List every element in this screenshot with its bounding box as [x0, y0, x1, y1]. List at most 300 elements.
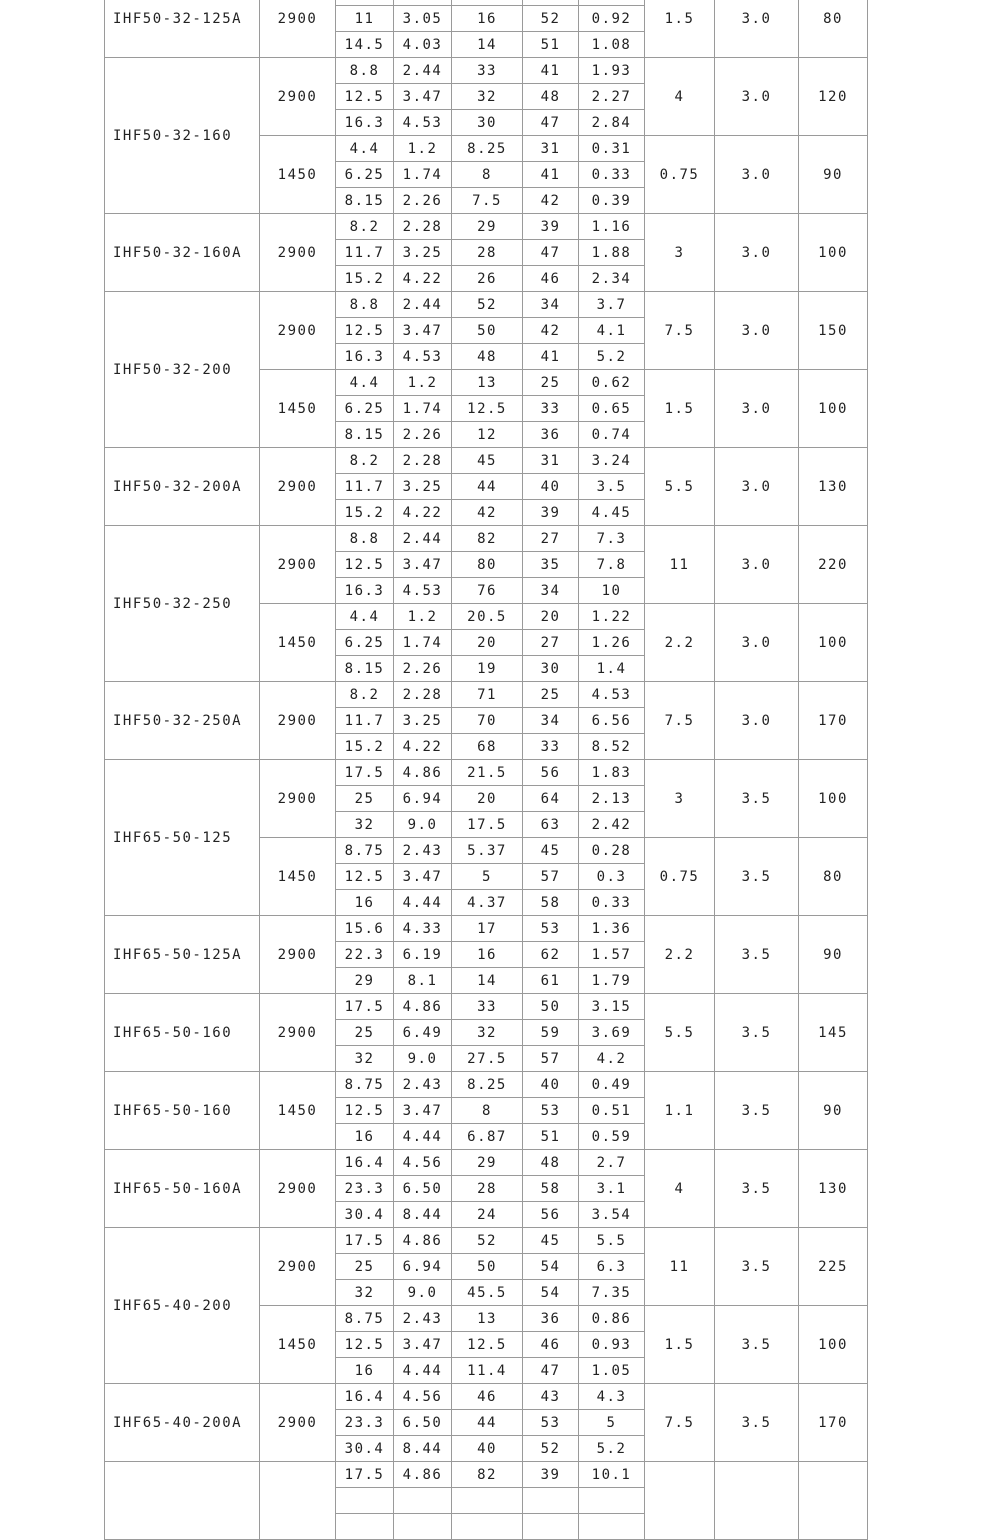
head-cell: 8.25	[452, 1072, 523, 1098]
shaft-power-cell: 4.1	[579, 318, 645, 344]
npsh-cell: 3.5	[715, 994, 799, 1072]
efficiency-cell	[523, 1488, 579, 1514]
npsh-cell: 3.0	[715, 0, 799, 58]
flow-m3h-cell: 8.15	[336, 656, 394, 682]
head-cell: 5.37	[452, 838, 523, 864]
flow-m3h-cell: 16.4	[336, 1150, 394, 1176]
efficiency-cell	[523, 1514, 579, 1540]
flow-ls-cell: 4.44	[394, 1124, 452, 1150]
shaft-power-cell: 4.2	[579, 1046, 645, 1072]
flow-m3h-cell: 4.4	[336, 604, 394, 630]
flow-ls-cell: 6.49	[394, 1020, 452, 1046]
flow-ls-cell: 1.74	[394, 630, 452, 656]
efficiency-cell: 43	[523, 1384, 579, 1410]
flow-m3h-cell: 8.8	[336, 526, 394, 552]
model-cell: IHF65-40-200	[105, 1228, 260, 1384]
head-cell: 50	[452, 1254, 523, 1280]
speed-cell: 2900	[260, 682, 336, 760]
efficiency-cell: 53	[523, 916, 579, 942]
npsh-cell: 3.0	[715, 526, 799, 604]
motor-power-cell: 1.1	[645, 1072, 715, 1150]
head-cell: 82	[452, 1462, 523, 1488]
efficiency-cell: 51	[523, 32, 579, 58]
head-cell: 42	[452, 500, 523, 526]
npsh-cell: 3.5	[715, 1072, 799, 1150]
table-row	[105, 292, 868, 318]
flow-m3h-cell: 16.4	[336, 1384, 394, 1410]
efficiency-cell: 36	[523, 422, 579, 448]
head-cell: 7.5	[452, 188, 523, 214]
flow-m3h-cell: 16	[336, 1358, 394, 1384]
flow-ls-cell: 4.22	[394, 500, 452, 526]
flow-ls-cell: 4.86	[394, 1228, 452, 1254]
efficiency-cell: 47	[523, 240, 579, 266]
flow-m3h-cell: 32	[336, 1280, 394, 1306]
speed-cell: 2900	[260, 526, 336, 604]
head-cell: 8.25	[452, 136, 523, 162]
flow-ls-cell: 8.1	[394, 968, 452, 994]
model-cell: IHF65-50-160	[105, 1072, 260, 1150]
flow-m3h-cell	[336, 1514, 394, 1540]
head-cell: 76	[452, 578, 523, 604]
speed-cell: 2900	[260, 448, 336, 526]
efficiency-cell: 39	[523, 214, 579, 240]
speed-cell: 2900	[260, 214, 336, 292]
table-row	[105, 994, 868, 1020]
table-row	[105, 682, 868, 708]
weight-cell: 100	[799, 370, 868, 448]
shaft-power-cell: 3.54	[579, 1202, 645, 1228]
head-cell: 17	[452, 916, 523, 942]
efficiency-cell: 59	[523, 1020, 579, 1046]
weight-cell: 225	[799, 1228, 868, 1306]
flow-ls-cell: 6.50	[394, 1410, 452, 1436]
head-cell: 28	[452, 240, 523, 266]
head-cell: 33	[452, 994, 523, 1020]
npsh-cell: 3.0	[715, 682, 799, 760]
flow-ls-cell: 3.47	[394, 1332, 452, 1358]
speed-cell: 1450	[260, 838, 336, 916]
shaft-power-cell: 0.28	[579, 838, 645, 864]
npsh-cell: 3.0	[715, 604, 799, 682]
model-cell: IHF65-40-200A	[105, 1384, 260, 1462]
flow-m3h-cell: 22.3	[336, 942, 394, 968]
efficiency-cell: 41	[523, 162, 579, 188]
head-cell: 16	[452, 6, 523, 32]
shaft-power-cell: 3.24	[579, 448, 645, 474]
model-cell: IHF50-32-250A	[105, 682, 260, 760]
efficiency-cell: 46	[523, 1332, 579, 1358]
head-cell: 68	[452, 734, 523, 760]
head-cell: 52	[452, 1228, 523, 1254]
weight-cell: 170	[799, 1384, 868, 1462]
head-cell: 14	[452, 968, 523, 994]
flow-m3h-cell: 8.15	[336, 422, 394, 448]
weight-cell: 90	[799, 916, 868, 994]
head-cell: 28	[452, 1176, 523, 1202]
shaft-power-cell: 1.4	[579, 656, 645, 682]
motor-power-cell	[645, 1462, 715, 1540]
motor-power-cell: 3	[645, 760, 715, 838]
flow-m3h-cell: 12.5	[336, 1332, 394, 1358]
shaft-power-cell: 8.52	[579, 734, 645, 760]
head-cell: 4.37	[452, 890, 523, 916]
shaft-power-cell: 1.26	[579, 630, 645, 656]
shaft-power-cell: 3.7	[579, 292, 645, 318]
efficiency-cell: 61	[523, 968, 579, 994]
efficiency-cell: 58	[523, 1176, 579, 1202]
motor-power-cell: 2.2	[645, 916, 715, 994]
head-cell: 71	[452, 682, 523, 708]
flow-ls-cell: 8.44	[394, 1202, 452, 1228]
motor-power-cell: 4	[645, 1150, 715, 1228]
flow-m3h-cell: 25	[336, 1020, 394, 1046]
efficiency-cell: 45	[523, 838, 579, 864]
flow-ls-cell: 9.0	[394, 1280, 452, 1306]
head-cell: 8	[452, 162, 523, 188]
flow-m3h-cell: 8.75	[336, 838, 394, 864]
flow-ls-cell: 6.94	[394, 1254, 452, 1280]
motor-power-cell: 1.5	[645, 370, 715, 448]
flow-ls-cell: 8.44	[394, 1436, 452, 1462]
shaft-power-cell: 6.56	[579, 708, 645, 734]
npsh-cell: 3.5	[715, 760, 799, 838]
speed-cell: 2900	[260, 1384, 336, 1462]
weight-cell: 150	[799, 292, 868, 370]
efficiency-cell: 63	[523, 812, 579, 838]
flow-ls-cell: 2.44	[394, 58, 452, 84]
flow-m3h-cell: 15.2	[336, 500, 394, 526]
npsh-cell	[715, 1462, 799, 1540]
efficiency-cell: 40	[523, 474, 579, 500]
flow-m3h-cell: 23.3	[336, 1410, 394, 1436]
flow-m3h-cell: 17.5	[336, 994, 394, 1020]
flow-ls-cell: 2.44	[394, 526, 452, 552]
flow-m3h-cell: 16.3	[336, 110, 394, 136]
speed-cell: 2900	[260, 760, 336, 838]
model-cell: IHF65-50-160A	[105, 1150, 260, 1228]
head-cell: 17.5	[452, 812, 523, 838]
head-cell: 45.5	[452, 1280, 523, 1306]
motor-power-cell: 5.5	[645, 994, 715, 1072]
head-cell: 11.4	[452, 1358, 523, 1384]
efficiency-cell: 25	[523, 370, 579, 396]
npsh-cell: 3.5	[715, 1150, 799, 1228]
efficiency-cell: 41	[523, 58, 579, 84]
flow-ls-cell: 2.26	[394, 422, 452, 448]
flow-ls-cell: 6.94	[394, 786, 452, 812]
flow-ls-cell: 4.44	[394, 890, 452, 916]
speed-cell: 2900	[260, 1150, 336, 1228]
flow-m3h-cell: 6.25	[336, 162, 394, 188]
motor-power-cell: 2.2	[645, 604, 715, 682]
pump-spec-table	[104, 0, 868, 1540]
flow-m3h-cell: 12.5	[336, 1098, 394, 1124]
head-cell: 5	[452, 864, 523, 890]
speed-cell: 1450	[260, 604, 336, 682]
flow-ls-cell: 4.56	[394, 1150, 452, 1176]
npsh-cell: 3.5	[715, 838, 799, 916]
model-cell	[105, 1462, 260, 1540]
efficiency-cell: 50	[523, 994, 579, 1020]
shaft-power-cell: 1.36	[579, 916, 645, 942]
model-cell: IHF50-32-200	[105, 292, 260, 448]
speed-cell: 2900	[260, 0, 336, 58]
head-cell: 29	[452, 1150, 523, 1176]
efficiency-cell: 40	[523, 1072, 579, 1098]
flow-m3h-cell: 12.5	[336, 84, 394, 110]
flow-ls-cell: 3.25	[394, 240, 452, 266]
npsh-cell: 3.0	[715, 370, 799, 448]
flow-ls-cell: 3.47	[394, 552, 452, 578]
flow-ls-cell: 1.2	[394, 370, 452, 396]
flow-ls-cell: 4.44	[394, 1358, 452, 1384]
head-cell: 21.5	[452, 760, 523, 786]
flow-m3h-cell: 15.2	[336, 734, 394, 760]
shaft-power-cell: 5	[579, 1410, 645, 1436]
shaft-power-cell: 0.62	[579, 370, 645, 396]
table-row	[105, 1072, 868, 1098]
shaft-power-cell: 4.3	[579, 1384, 645, 1410]
shaft-power-cell: 0.39	[579, 188, 645, 214]
efficiency-cell: 54	[523, 1280, 579, 1306]
flow-ls-cell: 4.86	[394, 760, 452, 786]
shaft-power-cell: 0.31	[579, 136, 645, 162]
speed-cell: 1450	[260, 136, 336, 214]
flow-m3h-cell: 8.2	[336, 682, 394, 708]
table-row	[105, 916, 868, 942]
model-cell: IHF50-32-250	[105, 526, 260, 682]
weight-cell: 100	[799, 604, 868, 682]
shaft-power-cell: 0.86	[579, 1306, 645, 1332]
flow-m3h-cell: 16.3	[336, 578, 394, 604]
motor-power-cell: 11	[645, 526, 715, 604]
table-row	[105, 214, 868, 240]
weight-cell: 100	[799, 1306, 868, 1384]
head-cell: 19	[452, 656, 523, 682]
shaft-power-cell: 2.34	[579, 266, 645, 292]
shaft-power-cell: 1.83	[579, 760, 645, 786]
flow-ls-cell: 2.28	[394, 448, 452, 474]
flow-m3h-cell: 11.7	[336, 474, 394, 500]
flow-ls-cell: 4.86	[394, 994, 452, 1020]
flow-m3h-cell: 17.5	[336, 1228, 394, 1254]
npsh-cell: 3.0	[715, 448, 799, 526]
flow-ls-cell: 3.47	[394, 318, 452, 344]
shaft-power-cell: 4.45	[579, 500, 645, 526]
efficiency-cell: 42	[523, 318, 579, 344]
npsh-cell: 3.0	[715, 58, 799, 136]
flow-ls-cell: 4.53	[394, 110, 452, 136]
shaft-power-cell: 1.16	[579, 214, 645, 240]
model-cell: IHF50-32-160A	[105, 214, 260, 292]
motor-power-cell: 1.5	[645, 1306, 715, 1384]
flow-m3h-cell: 30.4	[336, 1202, 394, 1228]
flow-ls-cell: 4.03	[394, 32, 452, 58]
speed-cell: 1450	[260, 1306, 336, 1384]
flow-m3h-cell: 6.25	[336, 630, 394, 656]
head-cell: 80	[452, 552, 523, 578]
head-cell: 48	[452, 344, 523, 370]
efficiency-cell: 20	[523, 604, 579, 630]
flow-m3h-cell: 8.2	[336, 214, 394, 240]
efficiency-cell: 30	[523, 656, 579, 682]
motor-power-cell: 5.5	[645, 448, 715, 526]
efficiency-cell: 33	[523, 396, 579, 422]
shaft-power-cell: 5.5	[579, 1228, 645, 1254]
head-cell: 33	[452, 58, 523, 84]
shaft-power-cell: 10.1	[579, 1462, 645, 1488]
speed-cell: 2900	[260, 58, 336, 136]
flow-m3h-cell: 16	[336, 890, 394, 916]
efficiency-cell: 52	[523, 6, 579, 32]
flow-m3h-cell: 32	[336, 812, 394, 838]
head-cell: 13	[452, 1306, 523, 1332]
flow-ls-cell: 6.19	[394, 942, 452, 968]
model-cell: IHF50-32-160	[105, 58, 260, 214]
motor-power-cell: 1.5	[645, 0, 715, 58]
motor-power-cell: 0.75	[645, 136, 715, 214]
efficiency-cell: 25	[523, 682, 579, 708]
efficiency-cell: 58	[523, 890, 579, 916]
efficiency-cell: 56	[523, 1202, 579, 1228]
head-cell	[452, 1514, 523, 1540]
shaft-power-cell: 10	[579, 578, 645, 604]
table-body	[105, 0, 868, 1540]
shaft-power-cell: 5.2	[579, 1436, 645, 1462]
flow-m3h-cell: 6.25	[336, 396, 394, 422]
flow-ls-cell: 2.26	[394, 656, 452, 682]
speed-cell: 2900	[260, 916, 336, 994]
head-cell: 6.87	[452, 1124, 523, 1150]
shaft-power-cell: 2.42	[579, 812, 645, 838]
model-cell: IHF65-50-125A	[105, 916, 260, 994]
efficiency-cell: 48	[523, 1150, 579, 1176]
npsh-cell: 3.5	[715, 916, 799, 994]
flow-m3h-cell: 17.5	[336, 1462, 394, 1488]
flow-m3h-cell: 8.75	[336, 1306, 394, 1332]
shaft-power-cell: 0.51	[579, 1098, 645, 1124]
head-cell: 44	[452, 1410, 523, 1436]
efficiency-cell: 39	[523, 1462, 579, 1488]
shaft-power-cell: 2.27	[579, 84, 645, 110]
npsh-cell: 3.5	[715, 1384, 799, 1462]
shaft-power-cell: 7.35	[579, 1280, 645, 1306]
efficiency-cell: 53	[523, 1410, 579, 1436]
flow-m3h-cell: 15.6	[336, 916, 394, 942]
efficiency-cell: 47	[523, 110, 579, 136]
shaft-power-cell: 3.1	[579, 1176, 645, 1202]
shaft-power-cell: 1.08	[579, 32, 645, 58]
head-cell: 32	[452, 1020, 523, 1046]
head-cell: 20	[452, 630, 523, 656]
flow-m3h-cell: 11	[336, 6, 394, 32]
flow-m3h-cell: 4.4	[336, 136, 394, 162]
shaft-power-cell: 1.22	[579, 604, 645, 630]
npsh-cell: 3.5	[715, 1228, 799, 1306]
table-row	[105, 1384, 868, 1410]
flow-ls-cell: 4.53	[394, 344, 452, 370]
flow-ls-cell: 2.43	[394, 1306, 452, 1332]
weight-cell: 90	[799, 136, 868, 214]
flow-ls-cell	[394, 1514, 452, 1540]
efficiency-cell: 34	[523, 292, 579, 318]
flow-ls-cell: 4.53	[394, 578, 452, 604]
flow-ls-cell: 4.22	[394, 734, 452, 760]
table-row	[105, 1462, 868, 1488]
efficiency-cell: 62	[523, 942, 579, 968]
flow-ls-cell: 2.43	[394, 1072, 452, 1098]
flow-m3h-cell: 17.5	[336, 760, 394, 786]
flow-ls-cell: 9.0	[394, 812, 452, 838]
head-cell: 40	[452, 1436, 523, 1462]
flow-ls-cell: 9.0	[394, 1046, 452, 1072]
flow-ls-cell: 3.05	[394, 6, 452, 32]
flow-m3h-cell: 12.5	[336, 864, 394, 890]
shaft-power-cell: 3.69	[579, 1020, 645, 1046]
efficiency-cell: 35	[523, 552, 579, 578]
speed-cell	[260, 1462, 336, 1540]
npsh-cell: 3.0	[715, 136, 799, 214]
weight-cell	[799, 1462, 868, 1540]
weight-cell: 100	[799, 214, 868, 292]
shaft-power-cell: 1.57	[579, 942, 645, 968]
model-cell: IHF50-32-200A	[105, 448, 260, 526]
motor-power-cell: 4	[645, 58, 715, 136]
shaft-power-cell: 0.59	[579, 1124, 645, 1150]
weight-cell: 170	[799, 682, 868, 760]
shaft-power-cell: 5.2	[579, 344, 645, 370]
efficiency-cell: 42	[523, 188, 579, 214]
head-cell: 20	[452, 786, 523, 812]
flow-ls-cell: 4.56	[394, 1384, 452, 1410]
head-cell: 8	[452, 1098, 523, 1124]
efficiency-cell: 45	[523, 1228, 579, 1254]
shaft-power-cell: 6.3	[579, 1254, 645, 1280]
table-row	[105, 1150, 868, 1176]
speed-cell: 2900	[260, 994, 336, 1072]
efficiency-cell: 52	[523, 1436, 579, 1462]
flow-m3h-cell: 25	[336, 786, 394, 812]
flow-m3h-cell: 32	[336, 1046, 394, 1072]
table-row	[105, 1228, 868, 1254]
efficiency-cell: 36	[523, 1306, 579, 1332]
weight-cell: 220	[799, 526, 868, 604]
shaft-power-cell: 0.92	[579, 6, 645, 32]
efficiency-cell: 41	[523, 344, 579, 370]
flow-m3h-cell: 8.8	[336, 292, 394, 318]
flow-ls-cell: 2.28	[394, 214, 452, 240]
npsh-cell: 3.5	[715, 1306, 799, 1384]
head-cell: 14	[452, 32, 523, 58]
flow-m3h-cell: 30.4	[336, 1436, 394, 1462]
flow-ls-cell: 3.47	[394, 864, 452, 890]
flow-ls-cell	[394, 1488, 452, 1514]
shaft-power-cell: 4.53	[579, 682, 645, 708]
efficiency-cell: 54	[523, 1254, 579, 1280]
weight-cell: 80	[799, 0, 868, 58]
efficiency-cell: 34	[523, 708, 579, 734]
flow-ls-cell: 3.47	[394, 1098, 452, 1124]
head-cell: 12	[452, 422, 523, 448]
flow-m3h-cell: 12.5	[336, 552, 394, 578]
flow-ls-cell: 2.28	[394, 682, 452, 708]
speed-cell: 2900	[260, 292, 336, 370]
shaft-power-cell: 0.74	[579, 422, 645, 448]
flow-ls-cell: 6.50	[394, 1176, 452, 1202]
head-cell: 30	[452, 110, 523, 136]
flow-m3h-cell: 16	[336, 1124, 394, 1150]
